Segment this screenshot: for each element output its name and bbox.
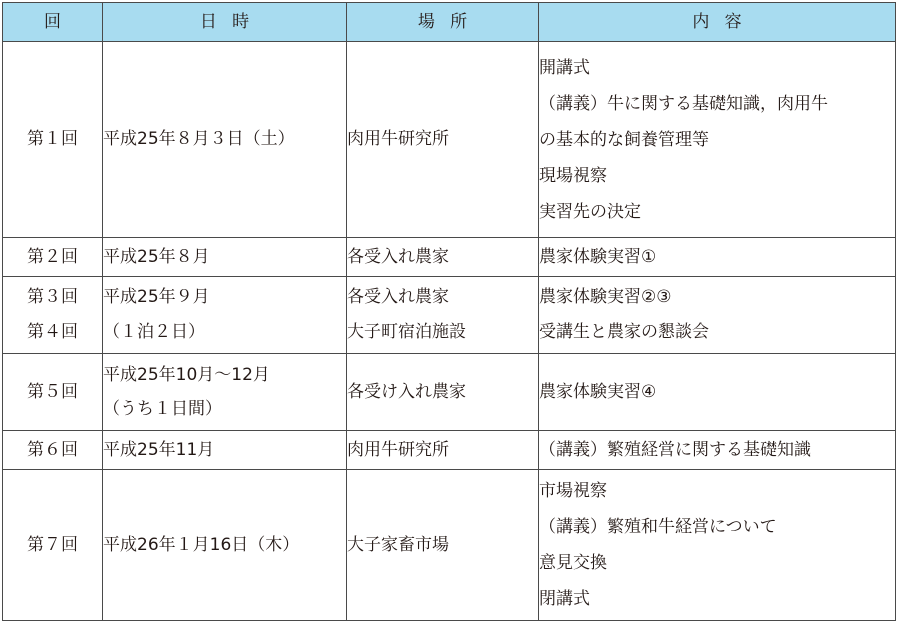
place-cell [347,42,539,238]
content-line: 市場視察 [539,481,607,501]
content-line: の基本的な飼養管理等 [539,129,709,150]
round-label: 第３回 [27,287,78,307]
round-label: 第５回 [27,382,78,402]
header-round: 回 [3,3,103,42]
round-cell [3,42,103,238]
content-line: 意見交換 [539,553,607,573]
header-content: 内容 [539,3,896,42]
content-line: 閉講式 [539,589,590,609]
date-cell [103,354,347,431]
round-label: 第７回 [27,534,78,555]
round-cell [3,470,103,621]
table-row [3,431,896,470]
date-cell [103,277,347,354]
content-cell [539,42,896,238]
place-cell [347,277,539,354]
round-label: 第２回 [27,246,78,267]
content-line: （講義）牛に関する基礎知識，肉用牛 [539,93,828,114]
date-text: 平成26年１月16日（木） [103,534,300,555]
round-cell [3,431,103,470]
round-label: 第６回 [27,439,78,460]
date-text: （１泊２日） [103,322,205,342]
place-text: 大子町宿泊施設 [347,322,466,342]
place-text: 大子家畜市場 [347,534,449,555]
content-line: 農家体験実習① [539,246,657,267]
date-text: 平成25年10月～12月 [103,365,270,385]
round-label: 第１回 [27,129,78,149]
place-text: 肉用牛研究所 [347,439,449,460]
content-line: （講義）繁殖和牛経営について [539,517,777,537]
content-cell [539,431,896,470]
content-line: 現場視察 [539,165,607,186]
round-cell [3,354,103,431]
place-cell [347,431,539,470]
date-cell [103,431,347,470]
table-header [3,3,896,42]
content-cell [539,277,896,354]
table-row [3,470,896,621]
content-cell [539,238,896,277]
date-text: 平成25年11月 [103,439,215,460]
place-text: 各受け入れ農家 [347,382,466,402]
content-line: 開講式 [539,57,590,78]
place-cell [347,354,539,431]
round-label: 第４回 [27,322,78,342]
header-place: 場所 [347,3,539,42]
place-text: 各受入れ農家 [347,287,449,307]
table-row [3,42,896,238]
table-row [3,354,896,431]
header-datetime: 日時 [103,3,347,42]
content-line: 農家体験実習④ [539,382,657,402]
content-cell [539,354,896,431]
table-row [3,238,896,277]
content-line: 農家体験実習②③ [539,287,672,307]
content-line: 受講生と農家の懇談会 [539,322,709,342]
date-text: 平成25年８月 [103,246,210,267]
place-text: 肉用牛研究所 [347,129,449,149]
place-cell [347,470,539,621]
schedule-table [2,2,896,621]
round-cell [3,238,103,277]
date-cell [103,238,347,277]
table-row [3,277,896,354]
content-cell [539,470,896,621]
date-text: （うち１日間） [103,399,222,419]
date-cell [103,42,347,238]
date-text: 平成25年９月 [103,287,210,307]
header-row [3,3,896,42]
content-line: 実習先の決定 [539,201,641,222]
date-cell [103,470,347,621]
place-text: 各受入れ農家 [347,246,449,267]
place-cell [347,238,539,277]
date-text: 平成25年８月３日（土） [103,129,295,149]
round-cell [3,277,103,354]
content-line: （講義）繁殖経営に関する基礎知識 [539,439,811,460]
